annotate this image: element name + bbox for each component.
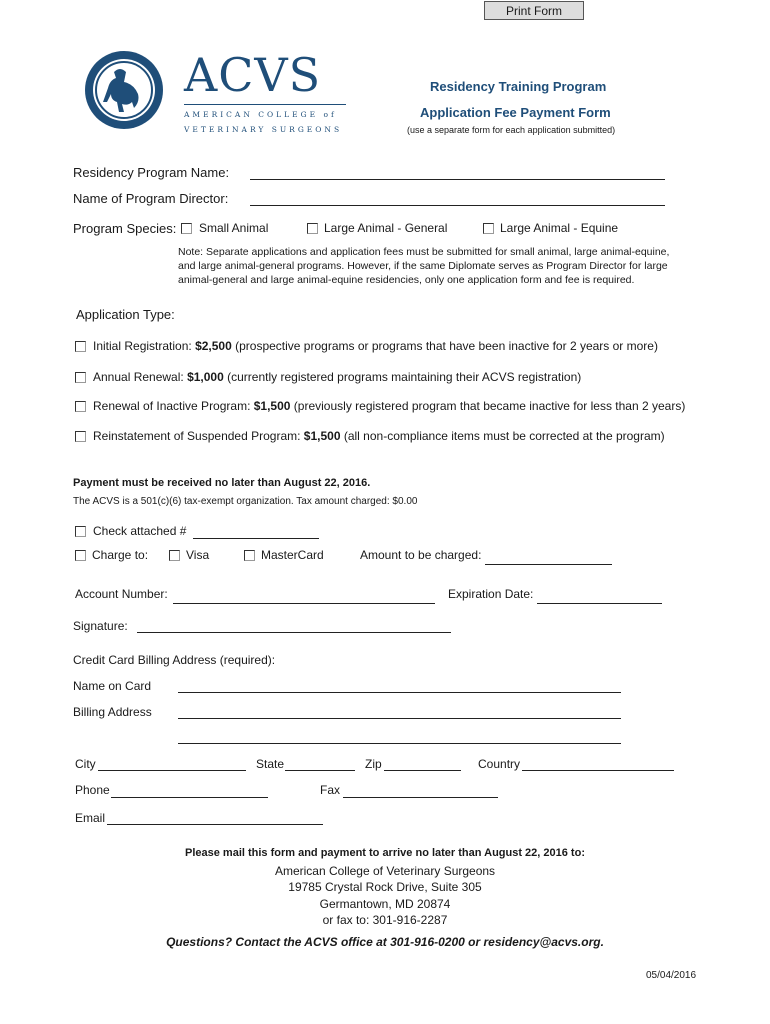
reinstatement-checkbox[interactable] bbox=[75, 431, 86, 442]
initial-registration-checkbox[interactable] bbox=[75, 341, 86, 352]
mailing-line-2: 19785 Crystal Rock Drive, Suite 305 bbox=[288, 880, 482, 894]
phone-label: Phone bbox=[75, 783, 110, 797]
name-on-card-field[interactable] bbox=[178, 692, 621, 693]
charge-to-label: Charge to: bbox=[92, 548, 149, 562]
initial-registration-option: Initial Registration: $2,500 (prospective programs or programs that have been inactive for 2 years or more) bbox=[93, 339, 658, 353]
program-director-field[interactable] bbox=[250, 205, 665, 206]
small-animal-checkbox[interactable] bbox=[181, 223, 192, 234]
email-label: Email bbox=[75, 811, 106, 825]
zip-label: Zip bbox=[365, 757, 382, 771]
amount-field[interactable] bbox=[485, 564, 612, 565]
check-attached-checkbox[interactable] bbox=[75, 526, 86, 537]
print-form-button[interactable]: Print Form bbox=[484, 1, 584, 20]
state-field[interactable] bbox=[285, 770, 355, 771]
account-number-label: Account Number: bbox=[75, 587, 168, 601]
page-title: Residency Training Program bbox=[430, 79, 607, 94]
tax-note: The ACVS is a 501(c)(6) tax-exempt organization. Tax amount charged: $0.00 bbox=[73, 496, 418, 507]
visa-checkbox[interactable] bbox=[169, 550, 180, 561]
signature-field[interactable] bbox=[137, 632, 451, 633]
small-animal-label: Small Animal bbox=[199, 221, 269, 235]
acvs-logo-text: ACVS bbox=[184, 48, 322, 102]
billing-address-field-1[interactable] bbox=[178, 718, 621, 719]
email-field[interactable] bbox=[107, 824, 323, 825]
large-animal-equine-checkbox[interactable] bbox=[483, 223, 494, 234]
mailing-line-4: or fax to: 301-916-2287 bbox=[322, 913, 448, 927]
mailing-line-3: Germantown, MD 20874 bbox=[319, 897, 451, 911]
name-on-card-label: Name on Card bbox=[73, 679, 152, 693]
program-name-field[interactable] bbox=[250, 179, 665, 180]
account-number-field[interactable] bbox=[173, 603, 435, 604]
large-animal-general-checkbox[interactable] bbox=[307, 223, 318, 234]
billing-address-label: Billing Address bbox=[73, 705, 152, 719]
large-animal-equine-label: Large Animal - Equine bbox=[500, 221, 619, 235]
renewal-inactive-checkbox[interactable] bbox=[75, 401, 86, 412]
acvs-logo-line1: AMERICAN COLLEGE of bbox=[184, 110, 337, 119]
billing-heading: Credit Card Billing Address (required): bbox=[73, 653, 276, 667]
renewal-inactive-option: Renewal of Inactive Program: $1,500 (previously registered program that became inactive for less than 2 years) bbox=[93, 399, 686, 413]
check-number-field[interactable] bbox=[193, 538, 319, 539]
footer-date: 05/04/2016 bbox=[646, 970, 697, 981]
mastercard-checkbox[interactable] bbox=[244, 550, 255, 561]
expiration-field[interactable] bbox=[537, 603, 662, 604]
acvs-wordmark bbox=[184, 50, 349, 140]
annual-renewal-option: Annual Renewal: $1,000 (currently registered programs maintaining their ACVS registration) bbox=[93, 370, 582, 384]
city-label: City bbox=[75, 757, 96, 771]
billing-address-field-2[interactable] bbox=[178, 743, 621, 744]
mailing-line-1: American College of Veterinary Surgeons bbox=[274, 864, 496, 878]
species-note: Note: Separate applications and application fees must be submitted for small animal, large animal-equine, and large animal-general programs. However, if the same Diplomate serves as Program Director for large animal-general and large animal-equine residencies, only one application form and fee is required. bbox=[178, 246, 670, 286]
fax-field[interactable] bbox=[343, 797, 498, 798]
program-director-label: Name of Program Director: bbox=[73, 191, 229, 206]
header-note: (use a separate form for each application submitted) bbox=[407, 125, 616, 135]
acvs-seal-logo bbox=[84, 50, 164, 130]
acvs-logo-line2: VETERINARY SURGEONS bbox=[184, 125, 343, 134]
city-field[interactable] bbox=[98, 770, 246, 771]
fax-label: Fax bbox=[320, 783, 341, 797]
signature-label: Signature: bbox=[73, 619, 128, 633]
visa-label: Visa bbox=[186, 548, 210, 562]
questions-contact: Questions? Contact the ACVS office at 301-916-0200 or residency@acvs.org. bbox=[166, 935, 604, 949]
check-attached-label: Check attached # bbox=[93, 524, 187, 538]
phone-field[interactable] bbox=[111, 797, 268, 798]
reinstatement-option: Reinstatement of Suspended Program: $1,500 (all non-compliance items must be corrected at the program) bbox=[93, 429, 665, 443]
program-species-label: Program Species: bbox=[73, 221, 177, 236]
large-animal-general-label: Large Animal - General bbox=[324, 221, 448, 235]
mastercard-label: MasterCard bbox=[261, 548, 324, 562]
annual-renewal-checkbox[interactable] bbox=[75, 372, 86, 383]
payment-deadline: Payment must be received no later than August 22, 2016. bbox=[73, 477, 371, 489]
centaur-seal-icon bbox=[84, 50, 164, 130]
country-label: Country bbox=[478, 757, 521, 771]
mailing-heading: Please mail this form and payment to arrive no later than August 22, 2016 to: bbox=[185, 847, 585, 859]
charge-to-checkbox[interactable] bbox=[75, 550, 86, 561]
country-field[interactable] bbox=[522, 770, 674, 771]
program-name-label: Residency Program Name: bbox=[73, 165, 230, 180]
page-subtitle: Application Fee Payment Form bbox=[420, 105, 611, 120]
amount-label: Amount to be charged: bbox=[360, 548, 482, 562]
expiration-label: Expiration Date: bbox=[448, 587, 534, 601]
state-label: State bbox=[256, 757, 285, 771]
zip-field[interactable] bbox=[384, 770, 461, 771]
application-type-heading: Application Type: bbox=[76, 307, 175, 322]
